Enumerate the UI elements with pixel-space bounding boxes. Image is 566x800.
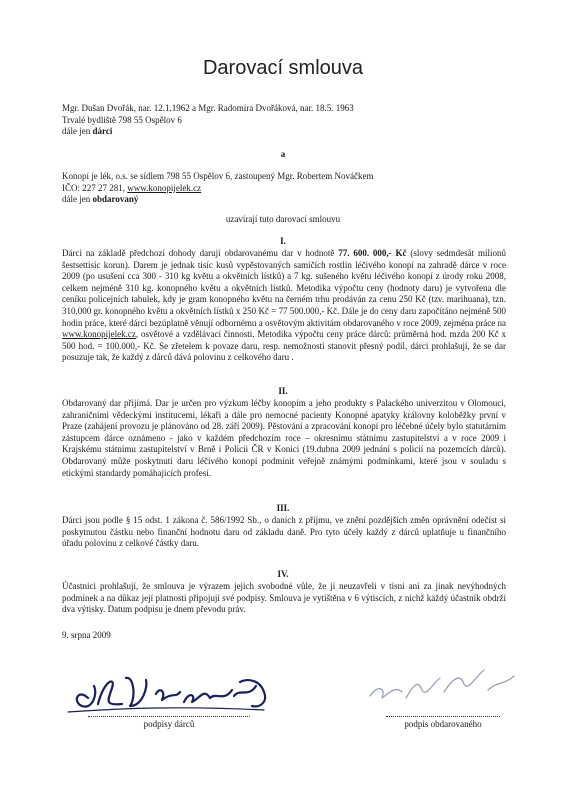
recipient-website-link[interactable]: www.konopijelek.cz [127, 182, 202, 193]
section-1-website-link[interactable]: www.konopijelek.cz [62, 329, 136, 340]
donors-signature-line [88, 716, 250, 717]
signing-date: 9. srpna 2009 [62, 630, 111, 640]
section-3-number: III. [276, 503, 290, 513]
donors-block [62, 103, 506, 138]
donors-signature-label: podpisy dárců [143, 719, 195, 729]
donation-amount: 77. 600. 000,- Kč [338, 248, 407, 258]
section-1-number: I. [280, 236, 286, 246]
section-3-text: Dárci jsou podle § 15 odst. 1 zákona č. 586/1992 Sb., o daních z příjmu, ve znění pozdějších změn oprávnění odečíst si poskytnutou částku nebo finanční hodnotu daru od základu daně. Pro tyto účely každý z dárců uplatňuje u finančního úřadu polovinu z celkové částky daru. [62, 515, 506, 549]
section-2-text: Obdarovaný dar přijímá. Dar je určen pro výzkum léčby konopím a jeho produkty s Palackého univerzitou v Olomouci, zahraničními vědeckými institucemi, lékaři a dále pro nemocné pacienty Konopné apatyky královny koloběžky první v Praze (zahájení provozu je plánováno od 28. září 2009). Pěstování a zpracování konopí pro léčebné účely bylo statutárním zástupcem dárce oznámeno - jako v každém předchozím roce – okresnímu státnímu zastupitelství a v roce 2009 i Krajskému státnímu zastupitelství v Brně i Policii ČR v Konici (19.dubna 2009 jednání s policií na pozemcích dárců). Obdarovaný může poskytnutí daru léčivého konopí podmínit veřejně známými podmínkami, které jsou v souladu s etickými standardy pomáhajících profesí. [62, 398, 506, 478]
recipient-alias: dále jen obdarovaný [62, 194, 139, 205]
and-separator: a [280, 149, 286, 159]
recipient-signature-image [356, 662, 536, 712]
donors-address: Trvalé bydliště 798 55 Ospělov 6 [62, 114, 182, 125]
document-title: Darovací smlouva [202, 57, 364, 79]
recipient-alias-bold: obdarovaný [92, 194, 139, 205]
section-1-text: Dárci na základě předchozí dohody darují obdarovanému dar v hodnotě 77. 600. 000,- Kč (slovy sedmdesát milionů šestsettisíc korun). Darem je jednak tisíc kusů vypěstovaných samičích rostlin léčivého konopí na zahradě dárce v roce 2009 (po usušení cca 300 - 310 kg květu a okvětních lístků) a 7 kg. sušeného květu léčivého konopí z úrody roku 2008, celkem nejméně 310 kg. konopného květu a okvětních lístků. Metodika výpočtu ceny (hodnoty daru) je vytvořena dle ceníku policejních tabulek, kdy je gram konopného květu na černém trhu prodáván za cenu 250 Kč (tzv. marihuana), tzn. 310.000 gr. konopného květu a okvětních lístků x 250 Kč = 77 500.000,- Kč. Dále je do ceny daru započítáno nejméně 500 hodin práce, které dárci bezúplatně věnují odbornému a osvětovým aktivitám obdarovaného v roce 2009, zejména práce na www.konopijelek.cz, osvětové a vzdělávací činnosti. Metodika výpočtu ceny práce dárců: průměrná hod. mzda 200 Kč x 500 hod. = 100.000,- Kč. Se zřetelem k povaze daru, resp. nemožnosti stanovit přesný podíl, dárci prohlašují, že se dar posuzuje tak, že každý z dárců dává polovinu z celkového daru . [62, 248, 506, 363]
section-4-number: IV. [277, 569, 289, 579]
donors-alias-bold: dárci [92, 126, 113, 137]
recipient-block [62, 171, 506, 206]
recipient-signature-label: podpis obdarovaného [404, 719, 482, 729]
donors-alias: dále jen dárci [62, 126, 113, 137]
donors-signature-image [64, 668, 294, 716]
recipient-name: Konopí je lék, o.s. se sídlem 798 55 Ospělov 6, zastoupený Mgr. Robertem Nováčkem [62, 171, 374, 181]
intro-text: uzavírají tuto darovací smlouvu [225, 214, 341, 224]
recipient-signature-line [386, 716, 500, 717]
section-4-text: Účastnici prohlašují, že smlouva je výrazem jejich svobodné vůle, že jí neuzavřeli v tísni ani za jinak nevýhodných podmínek a na důkaz její platnosti připojují své podpisy. Smlouva je vytištěna v 6 výtiscích, z nichž každý účastník obdrží dva výtisky. Datum podpisu je dnem převodu práv. [62, 581, 506, 615]
section-2-number: II. [278, 386, 288, 396]
donors-names: Mgr. Dušan Dvořák, nar. 12.1.1962 a Mgr. Radomíra Dvořáková, nar. 18.5. 1963 [62, 103, 354, 113]
recipient-ico: IČO: 227 27 281, www.konopijelek.cz [62, 182, 202, 193]
